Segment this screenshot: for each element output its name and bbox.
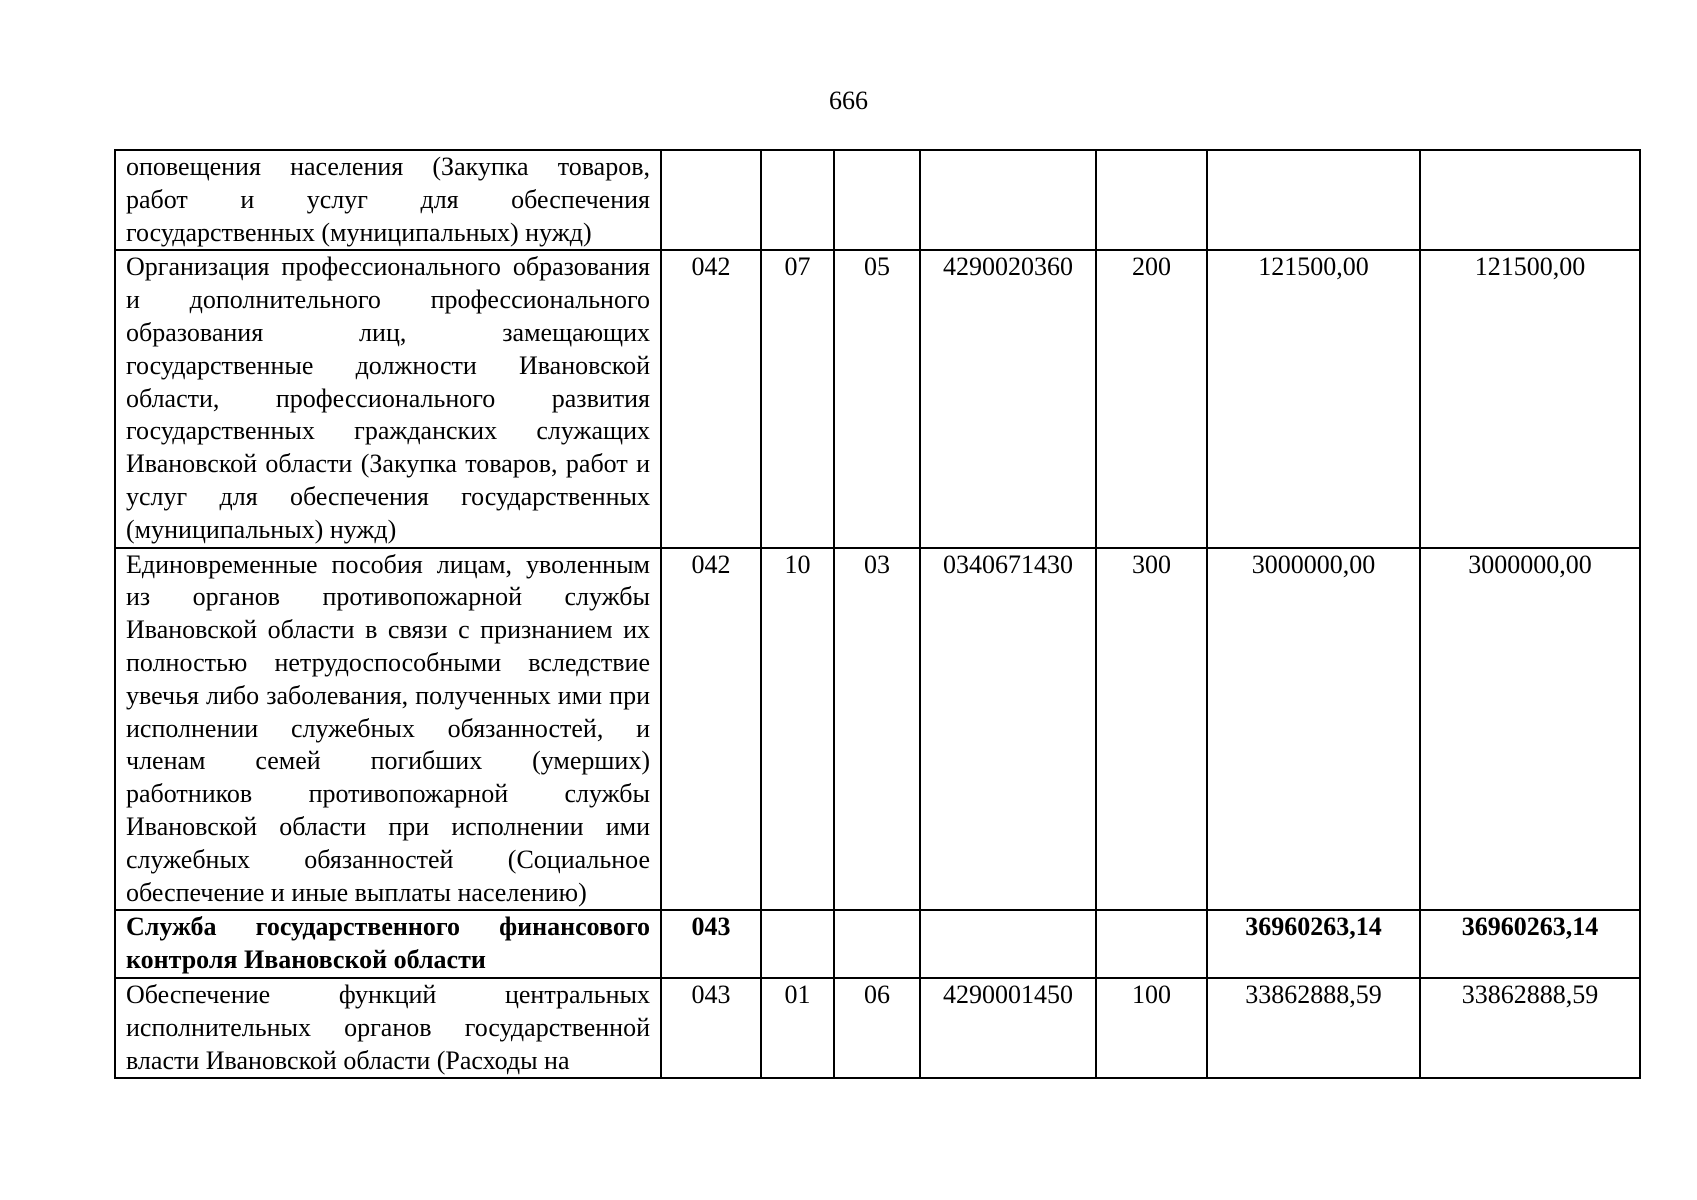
target-article-code: 4290001450: [920, 978, 1096, 1078]
subsection-code: [834, 910, 920, 978]
ministry-code: 043: [661, 978, 761, 1078]
amount-first: 121500,00: [1207, 250, 1420, 547]
subsection-code: 03: [834, 548, 920, 911]
amount-second: 3000000,00: [1420, 548, 1640, 911]
subsection-code: [834, 150, 920, 250]
expense-type-code: 200: [1096, 250, 1207, 547]
section-code: 10: [761, 548, 834, 911]
amount-second: [1420, 150, 1640, 250]
expense-type-code: 100: [1096, 978, 1207, 1078]
amount-first: [1207, 150, 1420, 250]
amount-second: 33862888,59: [1420, 978, 1640, 1078]
budget-table: [114, 149, 1641, 1079]
table-row: [115, 978, 1640, 1078]
table-row: [115, 548, 1640, 911]
table-row-total: [115, 910, 1640, 978]
ministry-code: [661, 150, 761, 250]
target-article-code: [920, 150, 1096, 250]
ministry-code: 043: [661, 910, 761, 978]
section-code: 07: [761, 250, 834, 547]
expense-description: Служба государственного финансового контроля Ивановской области: [115, 910, 661, 978]
expense-description: Единовременные пособия лицам, уволенным из органов противопожарной службы Ивановской области в связи с признанием их полностью нетрудоспособными вследствие увечья либо заболевания, полученных ими при исполнении служебных обязанностей, и членам семей погибших (умерших) работников противопожарной службы Ивановской области при исполнении ими служебных обязанностей (Социальное обеспечение и иные выплаты населению): [115, 548, 661, 911]
amount-first: 36960263,14: [1207, 910, 1420, 978]
amount-first: 33862888,59: [1207, 978, 1420, 1078]
ministry-code: 042: [661, 250, 761, 547]
expense-type-code: 300: [1096, 548, 1207, 911]
expense-description: Обеспечение функций центральных исполнительных органов государственной власти Ивановской области (Расходы на: [115, 978, 661, 1078]
page-number: 666: [829, 86, 868, 115]
table-row: [115, 150, 1640, 250]
expense-description: оповещения населения (Закупка товаров, работ и услуг для обеспечения государственных (муниципальных) нужд): [115, 150, 661, 250]
table-row: [115, 250, 1640, 547]
section-code: [761, 150, 834, 250]
expense-type-code: [1096, 910, 1207, 978]
subsection-code: 06: [834, 978, 920, 1078]
target-article-code: 4290020360: [920, 250, 1096, 547]
expense-description: Организация профессионального образования и дополнительного профессионального образования лиц, замещающих государственные должности Ивановской области, профессионального развития государственных гражданских служащих Ивановской области (Закупка товаров, работ и услуг для обеспечения государственных (муниципальных) нужд): [115, 250, 661, 547]
target-article-code: [920, 910, 1096, 978]
amount-second: 121500,00: [1420, 250, 1640, 547]
amount-second: 36960263,14: [1420, 910, 1640, 978]
ministry-code: 042: [661, 548, 761, 911]
amount-first: 3000000,00: [1207, 548, 1420, 911]
subsection-code: 05: [834, 250, 920, 547]
section-code: [761, 910, 834, 978]
expense-type-code: [1096, 150, 1207, 250]
section-code: 01: [761, 978, 834, 1078]
target-article-code: 0340671430: [920, 548, 1096, 911]
